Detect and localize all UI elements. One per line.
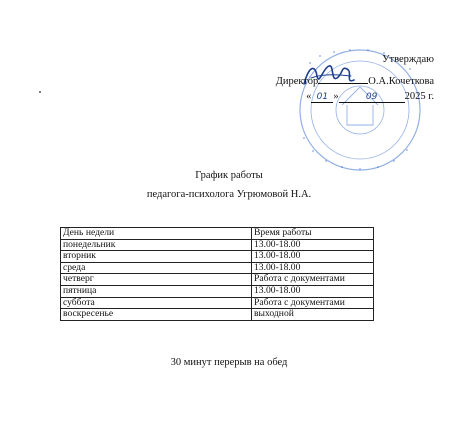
director-label: Директор — [275, 76, 319, 87]
row-day: вторник — [61, 251, 252, 263]
table-row — [61, 309, 374, 321]
close-quote: » — [333, 91, 339, 102]
scan-speck — [39, 91, 41, 93]
date-day-value: 01 — [316, 92, 329, 102]
row-day: воскресенье — [61, 309, 252, 321]
row-time: Работа с документами — [252, 297, 374, 309]
row-time: 13.00-18.00 — [252, 251, 374, 263]
director-name: О.А.Кочеткова — [368, 76, 434, 87]
row-time: 13.00-18.00 — [252, 285, 374, 297]
signature-blank — [318, 73, 368, 84]
document-title: График работы — [195, 170, 263, 181]
row-time: Работа с документами — [252, 274, 374, 286]
header-day: День недели — [61, 228, 252, 240]
table-row — [61, 274, 374, 286]
header-time: Время работы — [252, 228, 374, 240]
date-day — [311, 91, 333, 103]
row-time: 13.00-18.00 — [252, 239, 374, 251]
row-day: четверг — [61, 274, 252, 286]
approve-label: Утверждаю — [382, 54, 434, 65]
table-row — [61, 239, 374, 251]
table-row — [61, 297, 374, 309]
date-month-value: 09 — [365, 92, 378, 102]
schedule-table — [60, 227, 374, 321]
row-day: понедельник — [61, 239, 252, 251]
director-line — [276, 73, 434, 87]
row-day: пятница — [61, 285, 252, 297]
row-day: среда — [61, 262, 252, 274]
table-row — [61, 262, 374, 274]
row-time: выходной — [252, 309, 374, 321]
lunch-break-note: 30 минут перерыв на обед — [170, 357, 288, 368]
date-month — [339, 91, 405, 103]
open-quote: « — [306, 91, 312, 102]
table-header-row — [61, 228, 374, 240]
date-line — [306, 91, 434, 103]
date-year: 2025 г. — [404, 91, 434, 102]
row-day: суббота — [61, 297, 252, 309]
row-time: 13.00-18.00 — [252, 262, 374, 274]
document-subtitle: педагога-психолога Угрюмовой Н.А. — [146, 189, 312, 200]
table-row — [61, 285, 374, 297]
approval-block — [234, 54, 434, 114]
table-row — [61, 251, 374, 263]
